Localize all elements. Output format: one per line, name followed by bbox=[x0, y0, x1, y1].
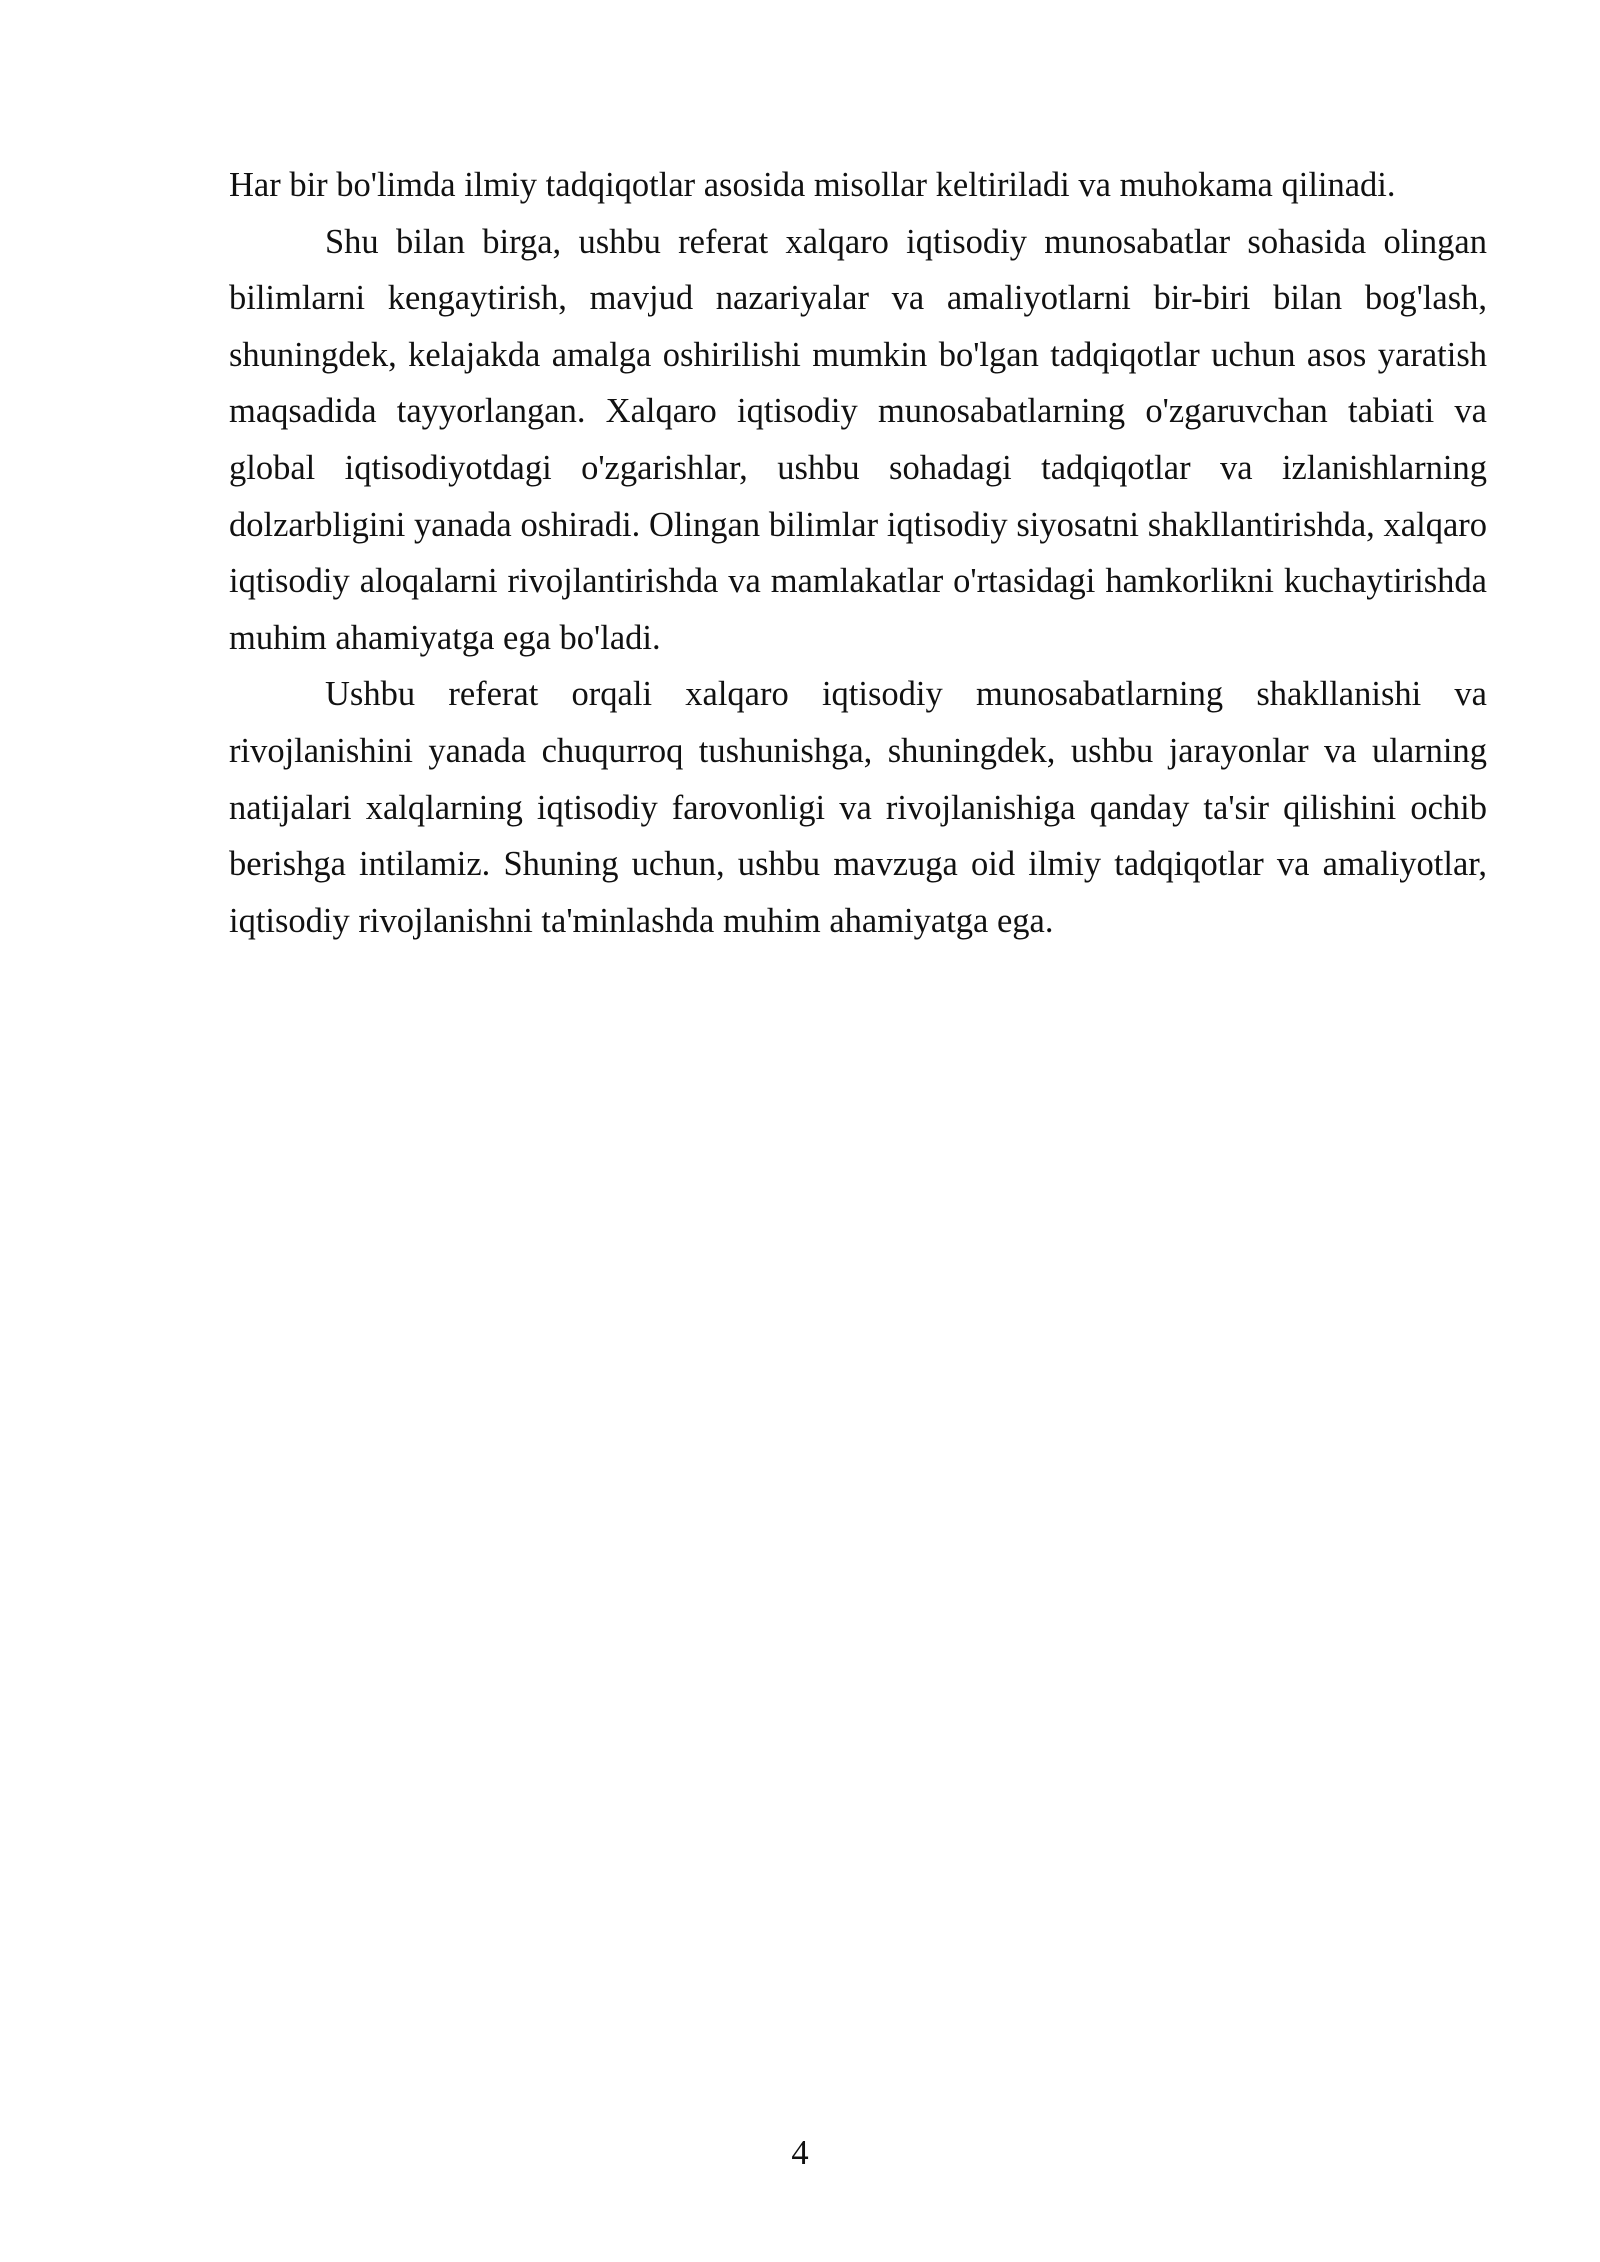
paragraph-referat-purpose: Shu bilan birga, ushbu referat xalqaro iqtisodiy munosabatlar sohasida olingan bilimlarni kengaytirish, mavjud nazariyalar va amaliyotlarni bir-biri bilan bog'lash, shuningdek, kelajakda amalga oshirilishi mumkin bo'lgan tadqiqotlar uchun asos yaratish maqsadida tayyorlangan. Xalqaro iqtisodiy munosabatlarning o'zgaruvchan tabiati va global iqtisodiyotdagi o'zgarishlar, ushbu sohadagi tadqiqotlar va izlanishlarning dolzarbligini yanada oshiradi. Olingan bilimlar iqtisodiy siyosatni shakllantirishda, xalqaro iqtisodiy aloqalarni rivojlantirishda va mamlakatlar o'rtasidagi hamkorlikni kuchaytirishda muhim ahamiyatga ega bo'ladi. bbox=[229, 222, 1487, 657]
paragraph-continuation: Har bir bo'limda ilmiy tadqiqotlar asosida misollar keltiriladi va muhokama qilinadi. bbox=[229, 166, 1396, 204]
page-number: 4 bbox=[791, 2134, 809, 2172]
paragraph-referat-goal: Ushbu referat orqali xalqaro iqtisodiy munosabatlarning shakllanishi va rivojlanishini yanada chuqurroq tushunishga, shuningdek, ushbu jarayonlar va ularning natijalari xalqlarning iqtisodiy farovonligi va rivojlanishiga qanday ta'sir qilishini ochib berishga intilamiz. Shuning uchun, ushbu mavzuga oid ilmiy tadqiqotlar va amaliyotlar, iqtisodiy rivojlanishni ta'minlashda muhim ahamiyatga ega. bbox=[229, 675, 1487, 940]
body-text bbox=[229, 157, 1487, 949]
